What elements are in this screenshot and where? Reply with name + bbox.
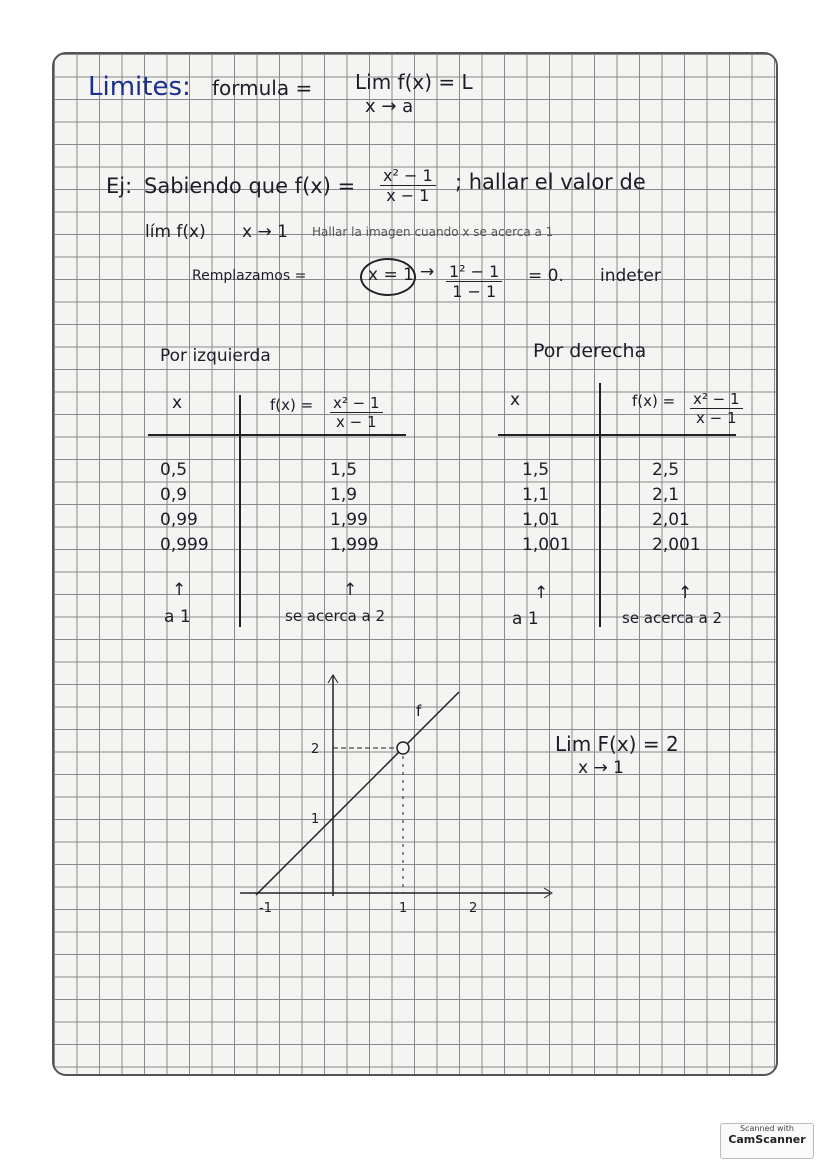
arrow-up-icon: ↑	[172, 580, 187, 600]
function-line	[256, 692, 459, 895]
x-tick-label: -1	[259, 901, 272, 916]
formula-label: formula =	[212, 76, 313, 100]
camscanner-badge: Scanned with CamScanner	[720, 1123, 814, 1159]
limit-sub: x → 1	[242, 222, 288, 242]
f-value-cell: 1,999	[330, 535, 379, 555]
left-col-f-frac: $\frac{\text{x² − 1}}{x - 1}$	[330, 394, 383, 431]
arrow-up-icon: ↑	[678, 583, 693, 603]
example-fraction: $\frac{\text{x² − 1}}{x - 1}$	[380, 166, 436, 205]
title: Limites:	[88, 72, 191, 102]
right-foot-x: a 1	[512, 609, 539, 629]
x-tick-label: 2	[469, 901, 478, 916]
f-value-cell: 2,1	[652, 485, 680, 505]
limit: lím f(x)	[145, 222, 206, 242]
x-tick-label: 1	[399, 901, 408, 916]
right-foot-f: se acerca a 2	[622, 609, 723, 627]
left-foot-x: a 1	[164, 607, 191, 627]
x-value-cell: 0,9	[160, 485, 188, 505]
right-col-x: x	[510, 390, 521, 410]
formula: Lim f(x) = L	[355, 70, 473, 94]
arrow-up-icon: ↑	[534, 583, 549, 603]
left-heading: Por izquierda	[160, 346, 271, 366]
x-value-cell: 0,999	[160, 535, 209, 555]
y-tick-label: 2	[311, 742, 320, 757]
left-foot-f: se acerca a 2	[285, 607, 386, 625]
replace-label: Remplazamos =	[192, 268, 307, 284]
right-col-f: f(x) =	[632, 392, 676, 410]
y-tick-label: 1	[311, 812, 320, 827]
replace-result: = 0.	[528, 266, 564, 286]
replace-note: indeter	[600, 266, 661, 286]
f-value-cell: 2,5	[652, 460, 680, 480]
formula-sub: x → a	[365, 96, 414, 117]
x-value-cell: 1,5	[522, 460, 550, 480]
left-col-f: f(x) =	[270, 396, 314, 414]
x-value-cell: 1,01	[522, 510, 560, 530]
example-prefix: Ej:	[106, 174, 133, 198]
f-value-cell: 1,99	[330, 510, 368, 530]
conclusion-sub: x → 1	[578, 758, 624, 778]
x-value-cell: 0,5	[160, 460, 188, 480]
x-value-cell: 0,99	[160, 510, 198, 530]
f-value-cell: 2,01	[652, 510, 690, 530]
x-value-cell: 1,001	[522, 535, 571, 555]
example-note: Hallar la imagen cuando x se acerca a 1	[312, 225, 554, 239]
example-text: Sabiendo que f(x) =	[144, 174, 356, 198]
function-label: f	[416, 702, 422, 720]
f-value-cell: 1,5	[330, 460, 358, 480]
f-value-cell: 1,9	[330, 485, 358, 505]
arrow-up-icon: ↑	[343, 580, 358, 600]
right-heading: Por derecha	[533, 340, 647, 362]
hole-point	[397, 742, 409, 754]
replace-fraction: $\frac{\text{1² − 1}}{1 - 1}$	[446, 262, 502, 301]
conclusion: Lim F(x) = 2	[555, 732, 679, 756]
example-suffix: ; hallar el valor de	[455, 170, 646, 194]
replace-circled: x = 1	[368, 265, 414, 285]
x-value-cell: 1,1	[522, 485, 550, 505]
f-value-cell: 2,001	[652, 535, 701, 555]
replace-arrow: →	[420, 262, 435, 282]
left-col-x: x	[172, 393, 183, 413]
right-col-f-frac: $\frac{\text{x² − 1}}{x - 1}$	[690, 390, 743, 427]
